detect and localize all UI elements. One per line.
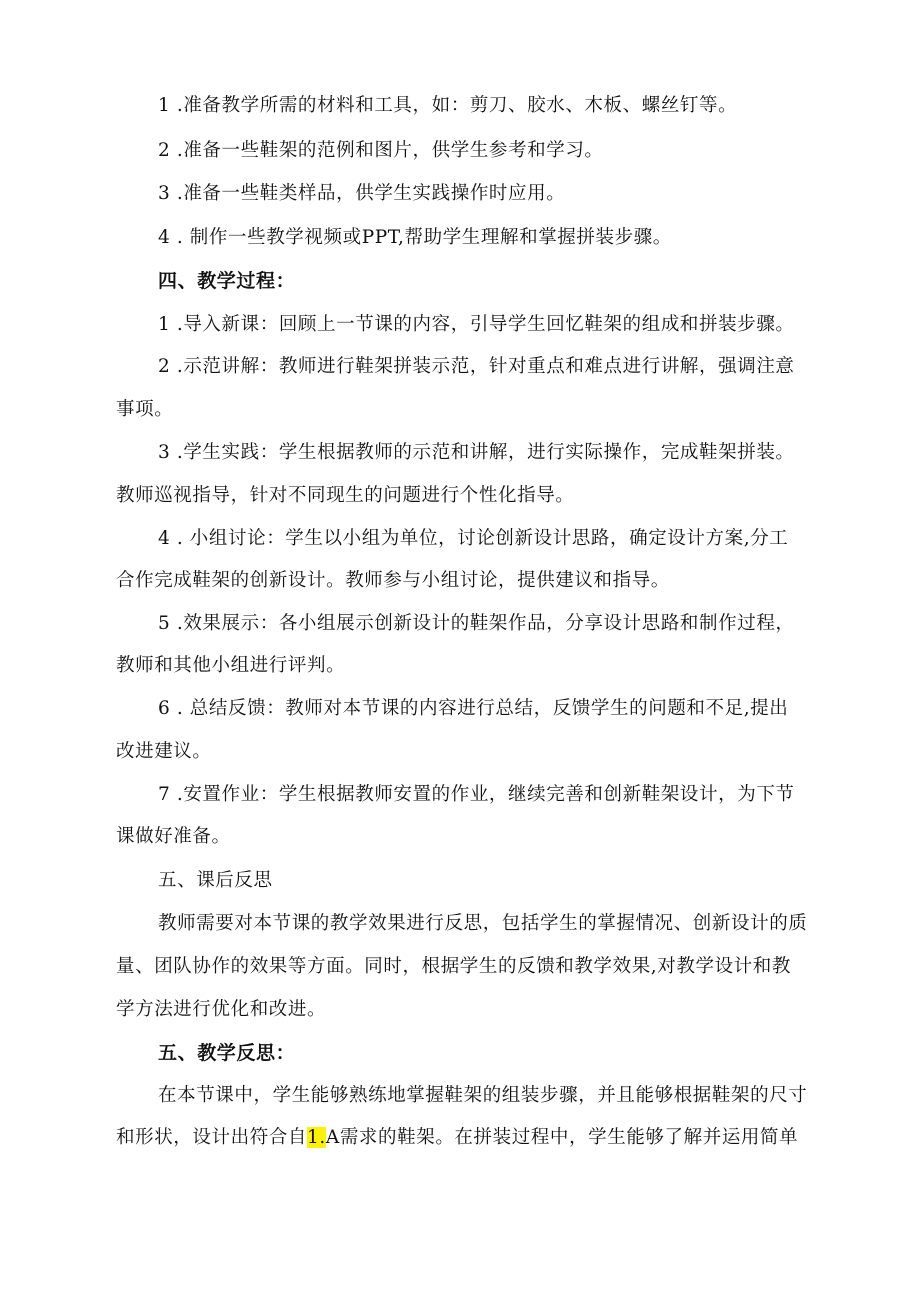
reflection-text-before-highlight: 和形状，设计出符合自 (116, 1127, 308, 1148)
reflection-text-after-highlight: A需求的鞋架。在拼装过程中，学生能够了解并运用简单 (325, 1127, 799, 1148)
highlighted-text: 1. (307, 1127, 326, 1148)
after-class-heading: 五、课后反思 (158, 870, 273, 891)
prep-item-4: 4 . 制作一些教学视频或PPT,帮助学生理解和掌握拼装步骤。 (158, 227, 672, 248)
process-step-5-cont: 教师和其他小组进行评判。 (116, 655, 346, 676)
process-step-2-cont: 事项。 (116, 399, 174, 420)
reflection-para-line-1: 在本节课中，学生能够熟练地掌握鞋架的组装步骤，并且能够根据鞋架的尺寸 (158, 1085, 808, 1106)
process-step-6: 6 . 总结反馈：教师对本节课的内容进行总结，反馈学生的问题和不足,提出 (158, 698, 789, 719)
process-heading: 四、教学过程： (158, 270, 296, 292)
process-step-6-cont: 改进建议。 (116, 741, 212, 762)
after-class-para-line-3: 学方法进行优化和改进。 (116, 999, 327, 1020)
reflection-heading: 五、教学反思： (158, 1042, 296, 1064)
process-step-4: 4 . 小组讨论：学生以小组为单位，讨论创新设计思路，确定设计方案,分工 (158, 528, 789, 549)
prep-item-2: 2 .准备一些鞋架的范例和图片，供学生参考和学习。 (158, 140, 604, 161)
reflection-para-line-2 (116, 1126, 836, 1150)
prep-item-3: 3 .准备一些鞋类样品，供学生实践操作时应用。 (158, 183, 566, 204)
process-step-4-cont: 合作完成鞋架的创新设计。教师参与小组讨论，提供建议和指导。 (116, 570, 670, 591)
after-class-para-line-2: 量、团队协作的效果等方面。同时，根据学生的反馈和教学效果,对教学设计和教 (116, 956, 791, 977)
process-step-3: 3 .学生实践：学生根据教师的示范和讲解，进行实际操作，完成鞋架拼装。 (158, 442, 795, 463)
after-class-para-line-1: 教师需要对本节课的教学效果进行反思，包括学生的掌握情况、创新设计的质 (158, 913, 808, 934)
prep-item-1: 1 .准备教学所需的材料和工具，如：剪刀、胶水、木板、螺丝钉等。 (158, 95, 738, 116)
process-step-3-cont: 教师巡视指导，针对不同现生的问题进行个性化指导。 (116, 485, 575, 506)
process-step-2: 2 .示范讲解：教师进行鞋架拼装示范，针对重点和难点进行讲解，强调注意 (158, 356, 795, 377)
process-step-1: 1 .导入新课：回顾上一节课的内容，引导学生回忆鞋架的组成和拼装步骤。 (158, 314, 795, 335)
process-step-7-cont: 课做好准备。 (116, 826, 231, 847)
process-step-7: 7 .安置作业：学生根据教师安置的作业，继续完善和创新鞋架设计，为下节 (158, 784, 795, 805)
process-step-5: 5 .效果展示：各小组展示创新设计的鞋架作品，分享设计思路和制作过程， (158, 613, 795, 634)
